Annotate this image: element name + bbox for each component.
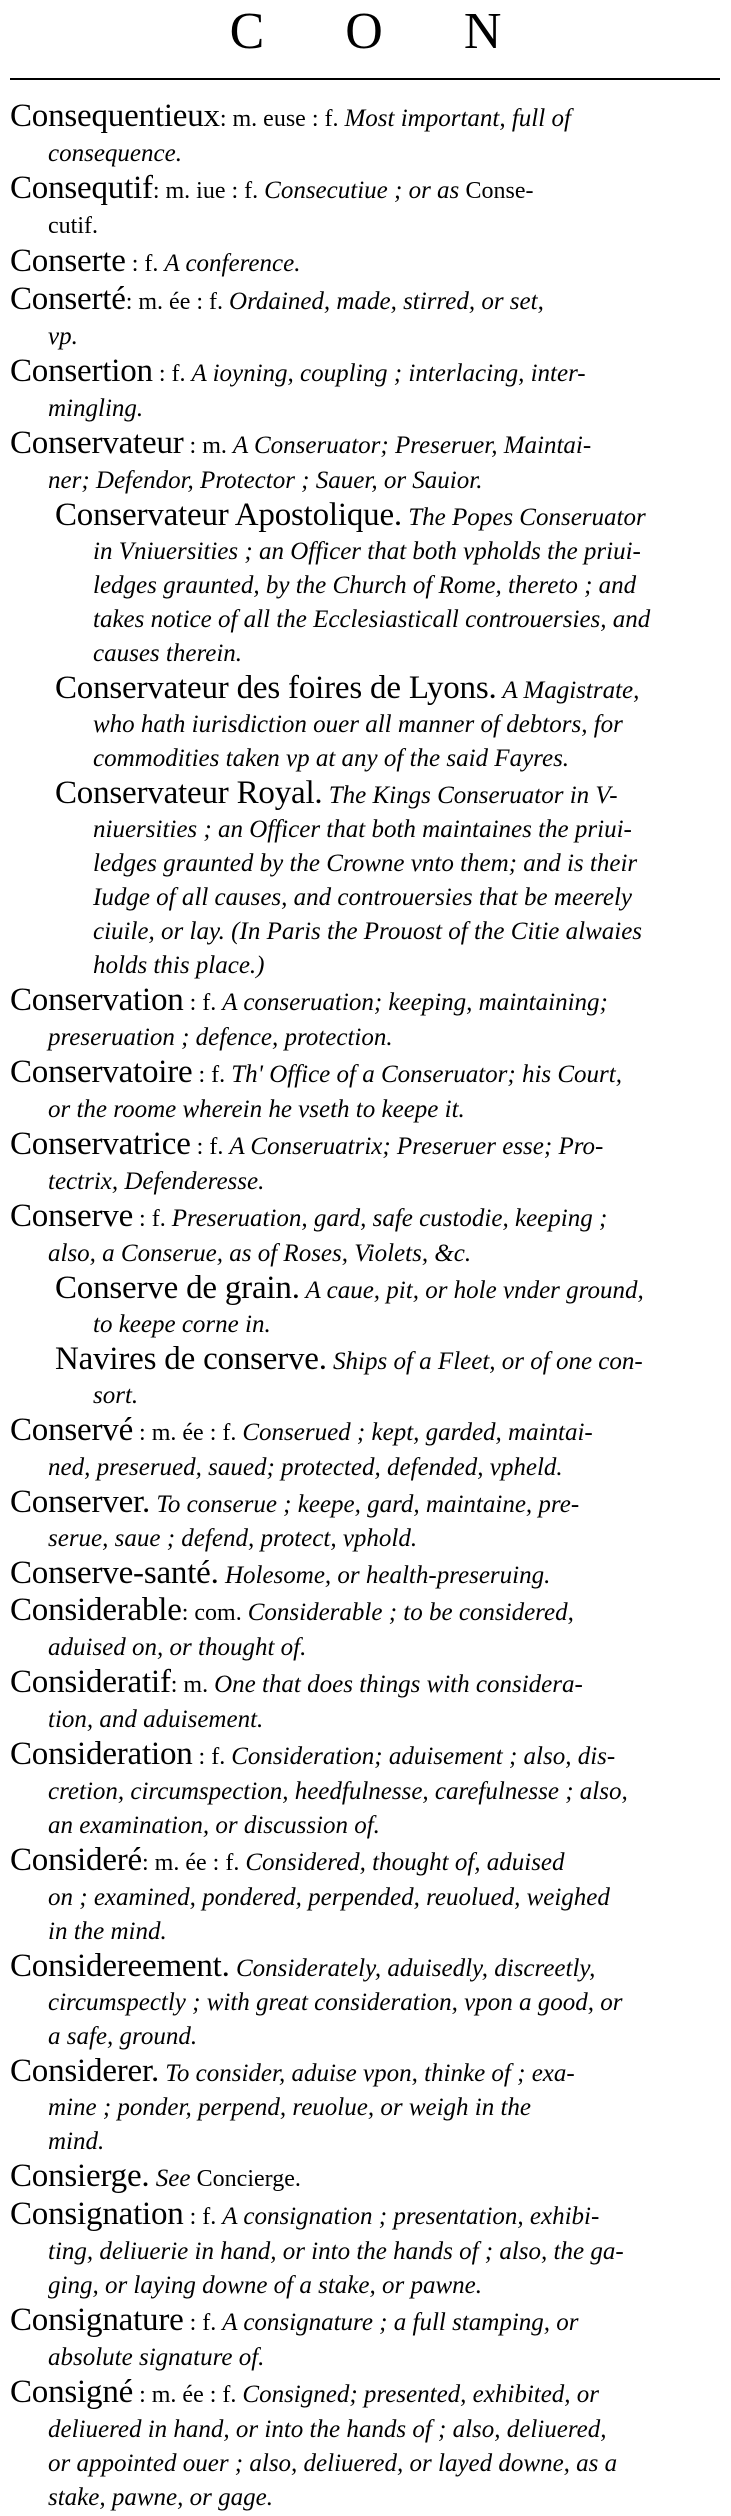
definition-text: aduised on, or thought of.	[48, 1634, 307, 1661]
grammar-note: : f.	[192, 1062, 232, 1088]
entry-continuation-line	[10, 1450, 718, 1484]
definition-text: holds this place.)	[93, 952, 265, 979]
entry-continuation-line	[55, 914, 718, 948]
dictionary-entry	[10, 283, 718, 353]
grammar-note: cutif.	[48, 213, 98, 239]
grammar-note: : m.	[183, 433, 233, 459]
definition-text: circumspectly ; with great consideration, vpon a good, or	[48, 1989, 623, 2016]
dictionary-entry	[10, 1486, 718, 1555]
headword: Consideratif	[10, 1664, 171, 1700]
entry-first-line	[10, 355, 718, 391]
entry-continuation-line	[55, 534, 718, 568]
entry-first-line	[10, 100, 718, 136]
definition-text: See	[149, 2165, 197, 2192]
dictionary-entry	[10, 1738, 718, 1842]
headword: Conserté	[10, 281, 126, 317]
entry-continuation-line	[55, 812, 718, 846]
definition-text: ledges graunted by the Crowne vnto them; and is their	[93, 850, 638, 877]
entry-first-line	[10, 283, 718, 319]
dictionary-entry	[10, 1666, 718, 1736]
grammar-note: : f.	[183, 2204, 223, 2230]
definition-text: tectrix, Defenderesse.	[48, 1168, 265, 1195]
entry-continuation-line	[10, 1236, 718, 1270]
headword: Conservation	[10, 982, 184, 1018]
dictionary-entry	[10, 355, 718, 425]
entry-first-line	[10, 427, 718, 463]
entry-continuation-line	[10, 2412, 718, 2446]
dictionary-entry	[10, 1056, 718, 1126]
headword: Consignature	[10, 2302, 184, 2338]
dictionary-entry	[10, 1844, 718, 1948]
entry-first-line	[10, 1594, 718, 1630]
headword: Conserve-santé.	[10, 1555, 219, 1591]
headword: Conservateur	[10, 425, 184, 461]
entry-continuation-line	[55, 636, 718, 670]
definition-text: Preseruation, gard, safe custodie, keeping ;	[171, 1205, 608, 1232]
entry-continuation-line	[10, 1164, 718, 1198]
entry-continuation-line	[10, 2019, 718, 2053]
definition-text: sort.	[93, 1382, 139, 1409]
entry-continuation-line	[55, 1378, 718, 1412]
entry-first-line	[10, 1486, 718, 1521]
headword: Consideré	[10, 1842, 143, 1878]
entry-first-line	[10, 2304, 718, 2340]
entry-continuation-line	[10, 2268, 718, 2302]
definition-text: Considered, thought of, aduised	[245, 1849, 565, 1876]
dictionary-entry	[10, 1950, 718, 2053]
definition-text: or appointed ouer ; also, deliuered, or layed downe, as a	[48, 2450, 618, 2477]
definition-text: preseruation ; defence, protection.	[48, 1024, 393, 1051]
definition-text: serue, saue ; defend, protect, vphold.	[48, 1525, 418, 1552]
headword: Conservateur Apostolique.	[55, 497, 402, 533]
definition-text: also, a Conserue, as of Roses, Violets, &c.	[48, 1240, 472, 1267]
headword: Conservatrice	[10, 1126, 191, 1162]
definition-text: stake, pawne, or gage.	[48, 2484, 273, 2511]
definition-text: Considerately, aduisedly, discreetly,	[229, 1955, 596, 1982]
definition-text: Conserued ; kept, garded, maintai-	[242, 1419, 593, 1446]
definition-text: Ordained, made, stirred, or set,	[229, 288, 544, 315]
entry-continuation-line	[10, 1630, 718, 1664]
definition-text: an examination, or discussion of.	[48, 1812, 380, 1839]
dictionary-entry	[10, 1414, 718, 1484]
entry-first-line	[10, 172, 718, 208]
grammar-note: Conse-	[465, 178, 534, 204]
grammar-note: : f.	[192, 1744, 232, 1770]
entry-first-line	[10, 245, 718, 281]
entry-first-line	[10, 1414, 718, 1450]
definition-text: Most important, full of	[344, 105, 571, 132]
headword: Consideration	[10, 1736, 193, 1772]
grammar-note: : m. ée : f.	[142, 1850, 246, 1876]
subentry	[10, 1272, 718, 1341]
definition-text: A conseruation; keeping, maintaining;	[222, 989, 608, 1016]
entry-continuation-line	[10, 1985, 718, 2019]
entry-continuation-line	[55, 880, 718, 914]
entry-first-line	[10, 1056, 718, 1092]
definition-text: A Magistrate,	[496, 677, 640, 704]
definition-text: mind.	[48, 2128, 105, 2155]
entry-continuation-line	[55, 846, 718, 880]
entry-continuation-line	[55, 1307, 718, 1341]
entry-continuation-line	[10, 1521, 718, 1555]
headword: Consequentieux	[10, 98, 220, 134]
headword: Conservateur des foires de Lyons.	[55, 670, 497, 706]
definition-text: consequence.	[48, 140, 182, 167]
dictionary-entry	[10, 2055, 718, 2158]
headword: Consertion	[10, 353, 153, 389]
dictionary-entry	[10, 2198, 718, 2302]
entry-continuation-line	[10, 1880, 718, 1914]
subentry	[10, 1343, 718, 1412]
headword: Conserver.	[10, 1484, 151, 1520]
dictionary-column	[10, 100, 718, 2516]
definition-text: causes therein.	[93, 640, 243, 667]
definition-text: takes notice of all the Ecclesiasticall controuersies, and	[93, 606, 651, 633]
entry-continuation-line	[55, 568, 718, 602]
grammar-note: : m.	[170, 1672, 215, 1698]
definition-text: Consideration; aduisement ; also, dis-	[231, 1743, 616, 1770]
entry-first-line	[55, 499, 718, 534]
definition-text: in Vniuersities ; an Officer that both vpholds the priui-	[93, 538, 641, 565]
grammar-note: : f.	[125, 251, 165, 277]
definition-text: Holesome, or health-preseruing.	[218, 1562, 551, 1589]
definition-text: cretion, circumspection, heedfulnesse, carefulnesse ; also,	[48, 1778, 628, 1805]
dictionary-entry	[10, 427, 718, 497]
entry-first-line	[10, 1950, 718, 1985]
definition-text: Consigned; presented, exhibited, or	[242, 2381, 600, 2408]
headword: Conservateur Royal.	[55, 775, 323, 811]
entry-continuation-line	[10, 1914, 718, 1948]
entry-continuation-line	[10, 319, 718, 353]
entry-continuation-line	[10, 2124, 718, 2158]
definition-text: tion, and aduisement.	[48, 1706, 264, 1733]
definition-text: absolute signature of.	[48, 2344, 265, 2371]
entry-continuation-line	[10, 208, 718, 243]
headword: Consierge.	[10, 2158, 150, 2194]
running-head: C O N	[229, 3, 536, 60]
headword: Considereement.	[10, 1948, 230, 1984]
entry-first-line	[55, 777, 718, 812]
headword: Conserte	[10, 243, 126, 279]
definition-text: ner; Defendor, Protector ; Sauer, or Sauior.	[48, 467, 483, 494]
grammar-note: : m. ée : f.	[133, 2382, 243, 2408]
entry-continuation-line	[55, 707, 718, 741]
grammar-note: : f.	[183, 2310, 223, 2336]
headword: Considerer.	[10, 2053, 160, 2089]
entry-continuation-line	[10, 1020, 718, 1054]
dictionary-entry	[10, 100, 718, 170]
definition-text: A consignature ; a full stamping, or	[222, 2309, 579, 2336]
entry-first-line	[10, 1666, 718, 1702]
entry-first-line	[10, 2055, 718, 2090]
definition-text: ledges graunted, by the Church of Rome, thereto ; and	[93, 572, 637, 599]
grammar-note: : m. ée : f.	[133, 1420, 243, 1446]
definition-text: ned, preserued, saued; protected, defended, vpheld.	[48, 1454, 563, 1481]
definition-text: deliuered in hand, or into the hands of ; also, deliuered,	[48, 2416, 607, 2443]
entry-continuation-line	[55, 741, 718, 775]
definition-text: vp.	[48, 323, 78, 350]
entry-continuation-line	[10, 1092, 718, 1126]
headword: Conserve	[10, 1198, 134, 1234]
definition-text: Consecutiue ; or as	[264, 177, 466, 204]
definition-text: Th' Office of a Conseruator; his Court,	[231, 1061, 622, 1088]
definition-text: A Conseruator; Preseruer, Maintai-	[232, 432, 592, 459]
headword: Considerable	[10, 1592, 182, 1628]
definition-text: Ships of a Fleet, or of one con-	[326, 1348, 643, 1375]
dictionary-entry	[10, 172, 718, 243]
definition-text: on ; examined, pondered, perpended, reuolued, weighed	[48, 1884, 610, 1911]
entry-continuation-line	[10, 1808, 718, 1842]
subentry	[10, 499, 718, 670]
dictionary-entry	[10, 1594, 718, 1664]
entry-first-line	[10, 1200, 718, 1236]
entry-continuation-line	[10, 136, 718, 170]
grammar-note: Concierge.	[196, 2166, 301, 2192]
definition-text: a safe, ground.	[48, 2023, 198, 2050]
grammar-note: : com.	[181, 1600, 248, 1626]
definition-text: ting, deliuerie in hand, or into the hands of ; also, the ga-	[48, 2238, 624, 2265]
entry-first-line	[10, 2198, 718, 2234]
entry-first-line	[10, 1557, 718, 1592]
entry-first-line	[10, 2376, 718, 2412]
definition-text: ging, or laying downe of a stake, or pawne.	[48, 2272, 482, 2299]
grammar-note: : m. euse : f.	[219, 106, 345, 132]
grammar-note: : m. iue : f.	[152, 178, 265, 204]
definition-text: commodities taken vp at any of the said Fayres.	[93, 745, 570, 772]
definition-text: who hath iurisdiction ouer all manner of debtors, for	[93, 711, 623, 738]
definition-text: Iudge of all causes, and controuersies that be meerely	[93, 884, 633, 911]
grammar-note: : f.	[183, 990, 223, 1016]
definition-text: in the mind.	[48, 1918, 167, 1945]
entry-continuation-line	[10, 463, 718, 497]
subentry	[10, 672, 718, 775]
entry-first-line	[10, 1738, 718, 1774]
definition-text: A caue, pit, or hole vnder ground,	[299, 1277, 644, 1304]
headword: Consequtif	[10, 170, 153, 206]
definition-text: To consider, aduise vpon, thinke of ; exa-	[159, 2060, 575, 2087]
entry-first-line	[55, 672, 718, 707]
dictionary-entry	[10, 2304, 718, 2374]
dictionary-entry	[10, 1128, 718, 1198]
definition-text: The Kings Conseruator in V-	[322, 782, 618, 809]
definition-text: To conserue ; keepe, gard, maintaine, pre-	[150, 1491, 580, 1518]
definition-text: mingling.	[48, 395, 144, 422]
entry-first-line	[55, 1272, 718, 1307]
headword: Conservé	[10, 1412, 134, 1448]
definition-text: A conference.	[164, 250, 301, 277]
entry-continuation-line	[55, 602, 718, 636]
definition-text: A ioyning, coupling ; interlacing, inter-	[191, 360, 586, 387]
entry-continuation-line	[10, 2340, 718, 2374]
dictionary-entry	[10, 245, 718, 281]
entry-continuation-line	[10, 2234, 718, 2268]
headword: Conserve de grain.	[55, 1270, 300, 1306]
entry-first-line	[10, 2160, 718, 2196]
header-rule	[10, 78, 720, 80]
dictionary-entry	[10, 2376, 718, 2514]
entry-continuation-line	[10, 2446, 718, 2480]
definition-text: to keepe corne in.	[93, 1311, 271, 1338]
definition-text: niuersities ; an Officer that both maintaines the priui-	[93, 816, 632, 843]
definition-text: A Conseruatrix; Preseruer esse; Pro-	[229, 1133, 604, 1160]
grammar-note: : f.	[133, 1206, 172, 1232]
definition-text: The Popes Conseruator	[401, 504, 646, 531]
dictionary-entry	[10, 1200, 718, 1270]
definition-text: mine ; ponder, perpend, reuolue, or weigh in the	[48, 2094, 532, 2121]
entry-continuation-line	[10, 1774, 718, 1808]
dictionary-entry	[10, 2160, 718, 2196]
entry-continuation-line	[10, 1702, 718, 1736]
entry-continuation-line	[10, 391, 718, 425]
grammar-note: : f.	[190, 1134, 230, 1160]
definition-text: or the roome wherein he vseth to keepe it.	[48, 1096, 465, 1123]
headword: Consignation	[10, 2196, 184, 2232]
entry-continuation-line	[55, 948, 718, 982]
grammar-note: : m. ée : f.	[125, 289, 230, 315]
entry-continuation-line	[10, 2480, 718, 2514]
definition-text: One that does things with considera-	[214, 1671, 583, 1698]
entry-first-line	[10, 984, 718, 1020]
subentry	[10, 777, 718, 982]
headword: Consigné	[10, 2374, 134, 2410]
definition-text: Considerable ; to be considered,	[247, 1599, 574, 1626]
entry-first-line	[10, 1844, 718, 1880]
entry-first-line	[10, 1128, 718, 1164]
definition-text: A consignation ; presentation, exhibi-	[222, 2203, 600, 2230]
entry-first-line	[55, 1343, 718, 1378]
headword: Conservatoire	[10, 1054, 193, 1090]
dictionary-entry	[10, 984, 718, 1054]
grammar-note: : f.	[152, 361, 192, 387]
definition-text: ciuile, or lay. (In Paris the Prouost of the Citie alwaies	[93, 918, 643, 945]
headword: Navires de conserve.	[55, 1341, 327, 1377]
entry-continuation-line	[10, 2090, 718, 2124]
dictionary-entry	[10, 1557, 718, 1592]
